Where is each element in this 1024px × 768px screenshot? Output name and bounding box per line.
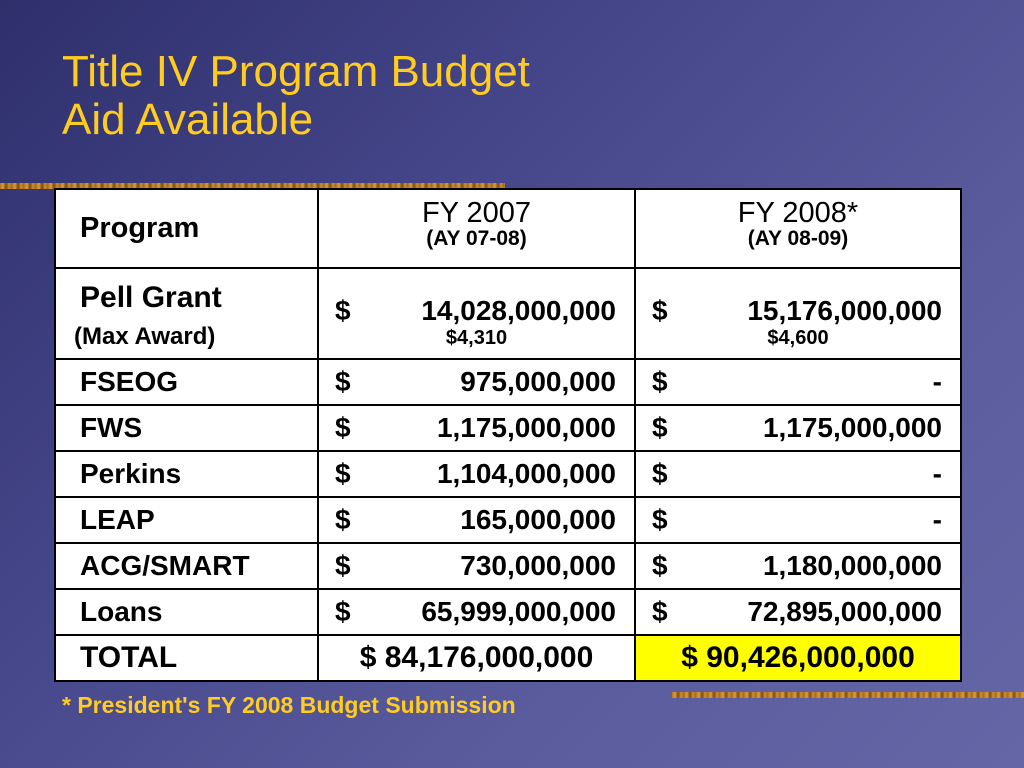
- title-line-2: Aid Available: [62, 95, 314, 144]
- currency-symbol: $: [652, 295, 668, 326]
- currency-symbol: $: [335, 504, 351, 535]
- table-row: [55, 359, 961, 405]
- cell-fy2007: [318, 359, 635, 405]
- cell-fy2008: [635, 543, 961, 589]
- amount-fy2007: 165,000,000: [460, 504, 616, 535]
- max-award-fy2008: $4,600: [767, 327, 829, 349]
- cell-fy2008: [635, 359, 961, 405]
- row-name: FWS: [55, 405, 318, 451]
- currency-symbol: $: [335, 412, 351, 443]
- amount-fy2007: 975,000,000: [460, 366, 616, 397]
- currency-symbol: $: [652, 504, 668, 535]
- amount-fy2008: 15,176,000,000: [747, 295, 942, 326]
- cell-fy2007: [318, 589, 635, 635]
- amount-fy2008: -: [932, 458, 942, 489]
- cell-fy2007: [318, 268, 635, 359]
- row-name: [55, 268, 318, 359]
- amount-fy2007: 14,028,000,000: [421, 295, 616, 326]
- header-fy2008-sub: (AY 08-09): [747, 227, 849, 250]
- row-name: Loans: [55, 589, 318, 635]
- amount-fy2008: -: [932, 366, 942, 397]
- cell-fy2007: [318, 405, 635, 451]
- total-fy2008-highlighted: $ 90,426,000,000: [635, 635, 961, 681]
- cell-fy2008: [635, 589, 961, 635]
- amount-fy2008: 1,175,000,000: [762, 412, 942, 443]
- amount-fy2007: 1,104,000,000: [436, 458, 616, 489]
- total-fy2007: $ 84,176,000,000: [318, 635, 635, 681]
- header-fy2008: [635, 189, 961, 268]
- pell-sub-name: (Max Award): [74, 322, 216, 350]
- decorative-rule-bottom: [672, 692, 1024, 698]
- table-row-pell: [55, 268, 961, 359]
- max-award-fy2007: $4,310: [445, 327, 508, 349]
- row-name: LEAP: [55, 497, 318, 543]
- currency-symbol: $: [652, 458, 668, 489]
- cell-fy2007: [318, 497, 635, 543]
- cell-fy2007: [318, 543, 635, 589]
- slide-title: [62, 48, 530, 144]
- amount-fy2007: 65,999,000,000: [421, 596, 616, 627]
- currency-symbol: $: [652, 550, 668, 581]
- table-row: [55, 543, 961, 589]
- header-program: Program: [55, 189, 318, 268]
- pell-name: Pell Grant: [80, 280, 222, 314]
- header-fy2007-sub: (AY 07-08): [426, 227, 527, 250]
- table-row: [55, 589, 961, 635]
- currency-symbol: $: [335, 458, 351, 489]
- footnote: * President's FY 2008 Budget Submission: [62, 692, 516, 718]
- currency-symbol: $: [652, 596, 668, 627]
- header-fy2007-label: FY 2007: [421, 197, 532, 229]
- table-row-total: [55, 635, 961, 681]
- cell-fy2008: [635, 268, 961, 359]
- total-label: TOTAL: [55, 635, 318, 681]
- currency-symbol: $: [335, 295, 351, 326]
- amount-fy2008: -: [932, 504, 942, 535]
- title-line-1: Title IV Program Budget: [62, 47, 530, 96]
- cell-fy2008: [635, 405, 961, 451]
- header-fy2007: [318, 189, 635, 268]
- amount-fy2007: 730,000,000: [460, 550, 616, 581]
- header-row: [55, 189, 961, 268]
- budget-table: [54, 188, 962, 682]
- row-name: ACG/SMART: [55, 543, 318, 589]
- row-name: Perkins: [55, 451, 318, 497]
- currency-symbol: $: [335, 366, 351, 397]
- table-row: [55, 451, 961, 497]
- currency-symbol: $: [335, 550, 351, 581]
- amount-fy2008: 1,180,000,000: [762, 550, 942, 581]
- amount-fy2008: 72,895,000,000: [747, 596, 942, 627]
- header-fy2008-label: FY 2008*: [737, 197, 859, 229]
- cell-fy2008: [635, 497, 961, 543]
- table-row: [55, 497, 961, 543]
- amount-fy2007: 1,175,000,000: [436, 412, 616, 443]
- currency-symbol: $: [652, 412, 668, 443]
- table-row: [55, 405, 961, 451]
- cell-fy2008: [635, 451, 961, 497]
- cell-fy2007: [318, 451, 635, 497]
- currency-symbol: $: [652, 366, 668, 397]
- row-name: FSEOG: [55, 359, 318, 405]
- currency-symbol: $: [335, 596, 351, 627]
